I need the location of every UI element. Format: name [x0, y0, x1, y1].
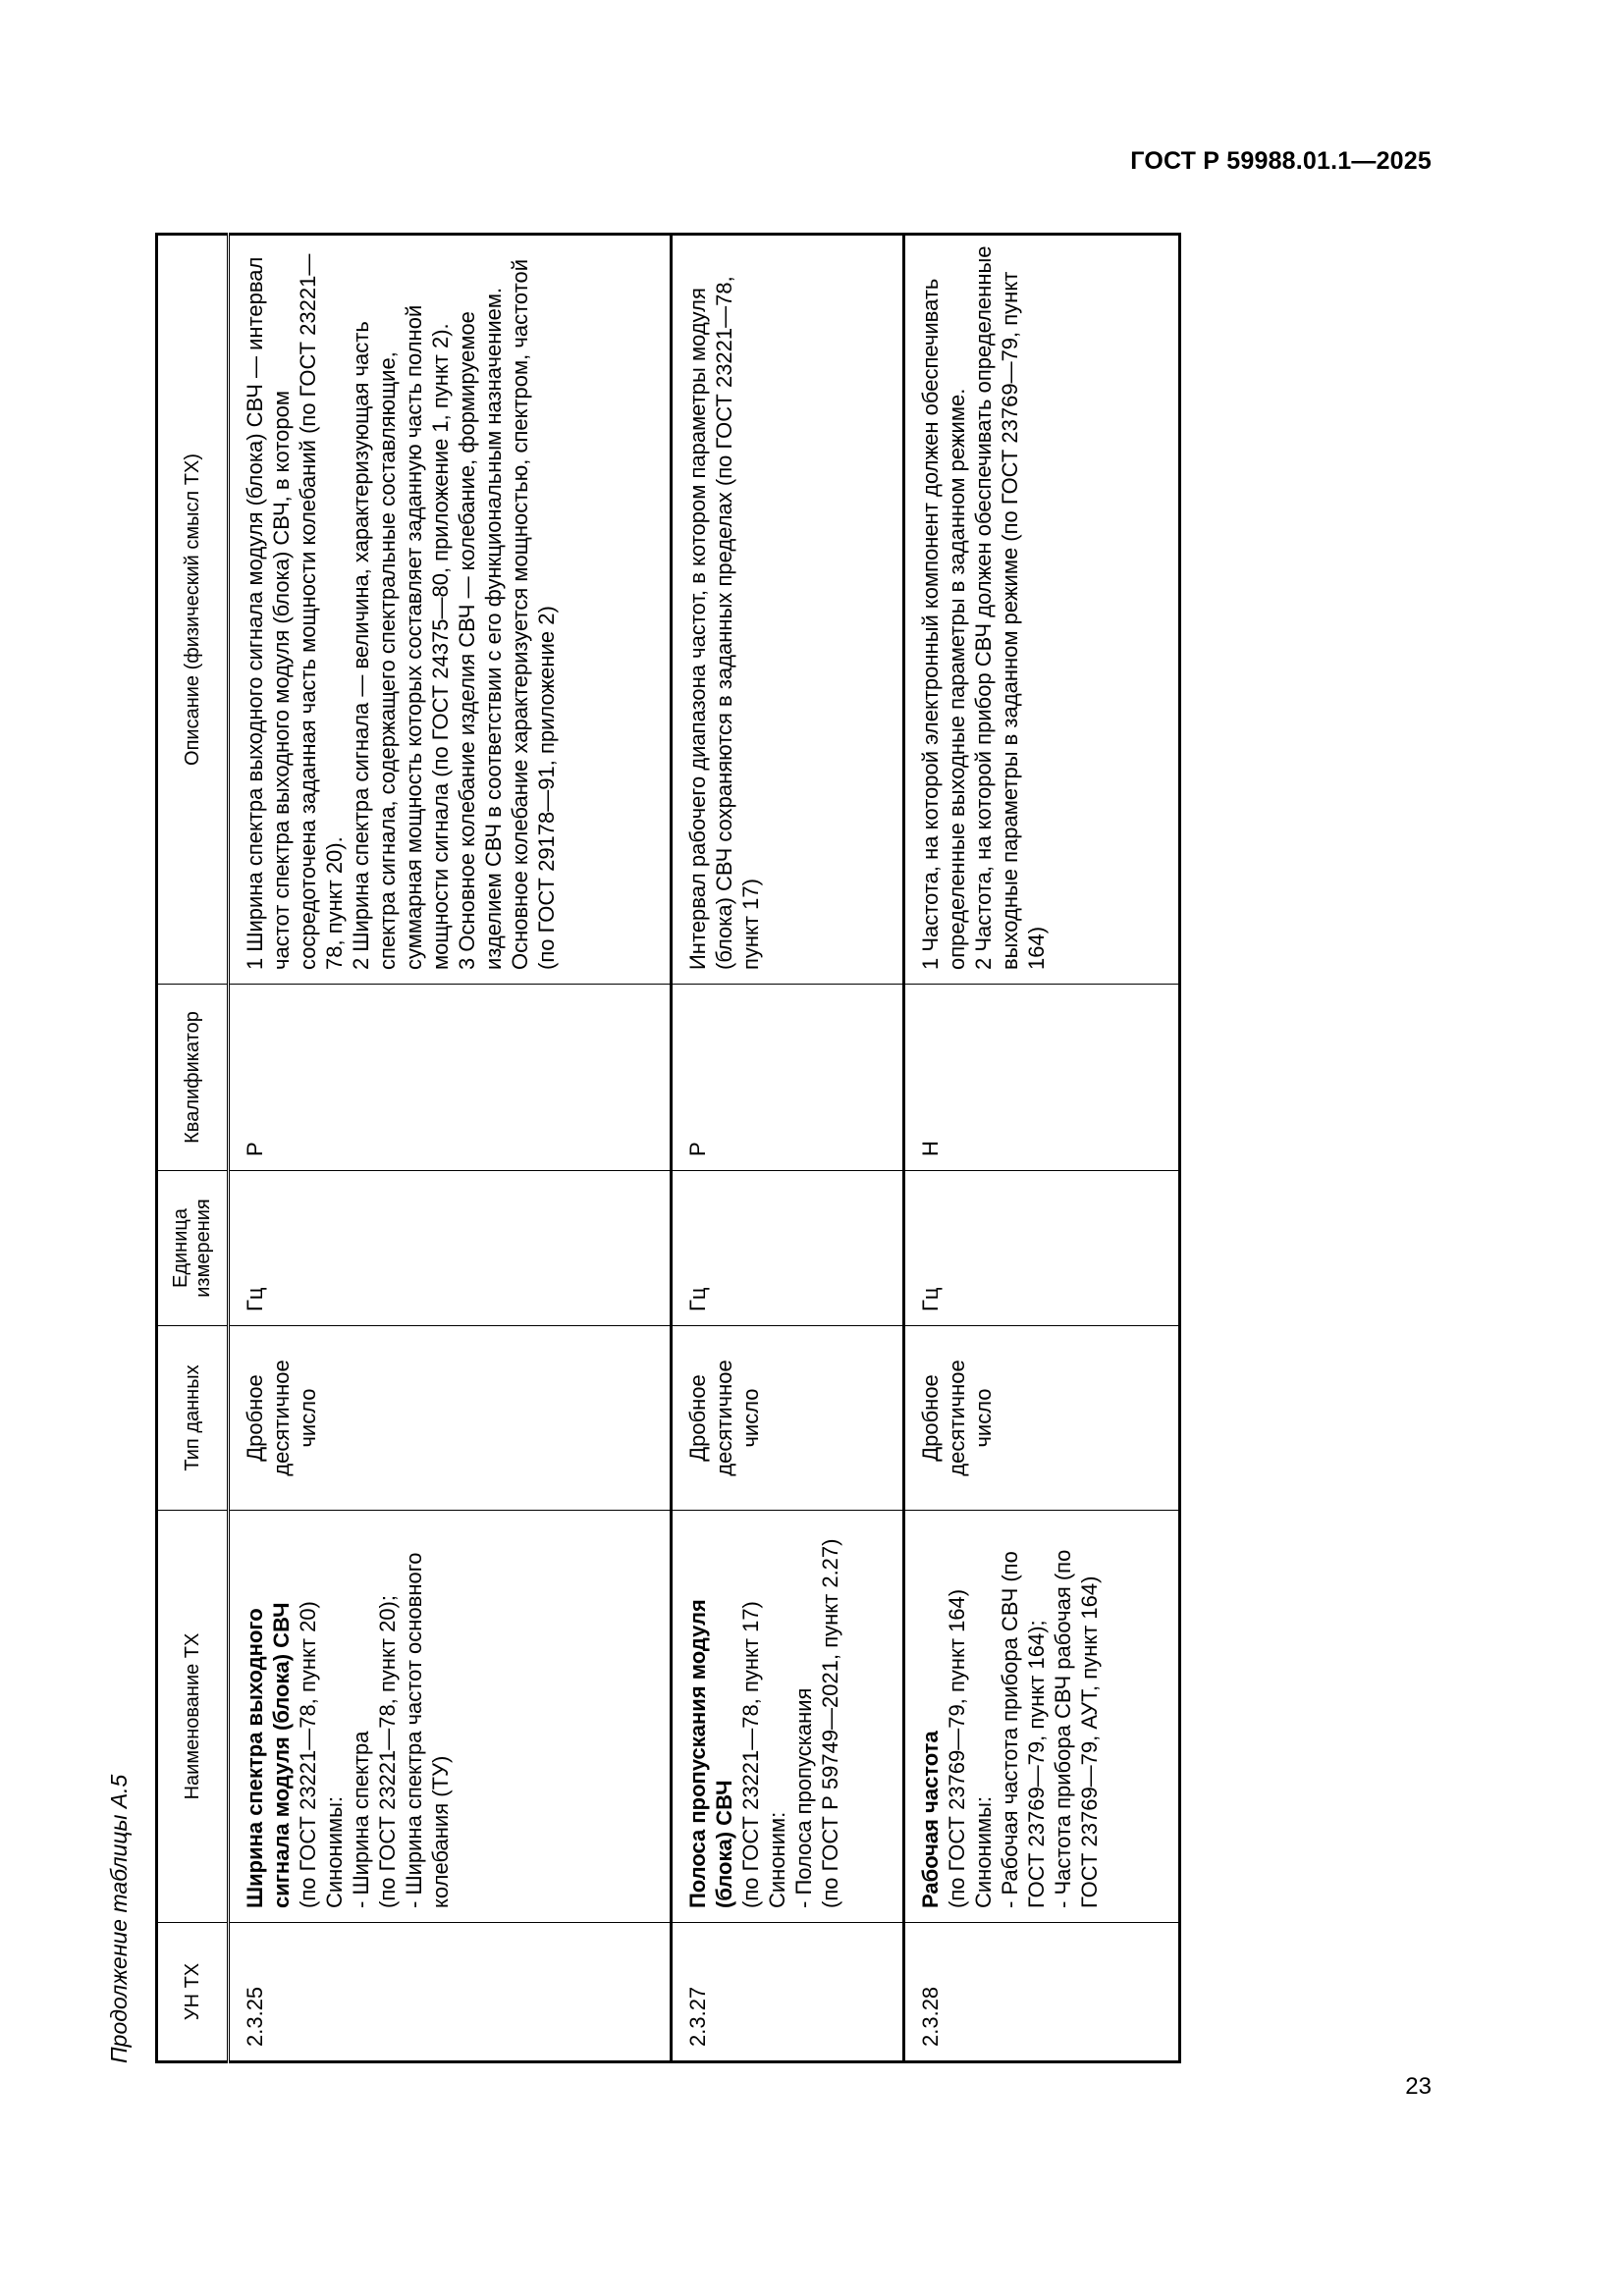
- name-title: Полоса пропускания модуля (блока) СВЧ: [685, 1599, 736, 1908]
- description-text: Интервал рабочего диапазона частот, в котором параметры модуля (блока) СВЧ сохраняются в заданных пределах (по ГОСТ 23221—78, пункт 17): [685, 276, 763, 970]
- table-caption: Продолжение таблицы А.5: [106, 1774, 132, 2063]
- col-header-qualifier: Квалификатор: [157, 985, 229, 1171]
- cell-data-type: Дробное десятичное число: [904, 1326, 1180, 1511]
- page-number: 23: [1405, 2073, 1432, 2100]
- description-text: 1 Ширина спектра выходного сигнала модуля (блока) СВЧ — интервал частот спектра выходного модуля (блока) СВЧ, в котором сосредоточена заданная часть мощности колебаний (по ГОСТ 23221—78, пункт 20). 2 Ширина спектра сигнала — величина, характеризующая часть спектра сигнала, содержащего спектральные составляющие, суммарная мощность которых составляет заданную часть полной мощности сигнала (по ГОСТ 24375—80, приложение 1, пункт 2). 3 Основное колебание изделия СВЧ — колебание, формируемое изделием СВЧ в соответствии с его функциональным назначением. Основное колебание характеризуется мощностью, спектром, частотой (по ГОСТ 29178—91, приложение 2): [243, 253, 559, 970]
- table-row: [229, 235, 672, 2062]
- table-header-row: [157, 235, 229, 2062]
- cell-name: [672, 1511, 904, 1923]
- name-title: Рабочая частота: [918, 1731, 943, 1908]
- cell-description: [904, 235, 1180, 985]
- cell-unit: Гц: [229, 1171, 672, 1326]
- col-header-unit: Единица измерения: [157, 1171, 229, 1326]
- cell-unit: Гц: [672, 1171, 904, 1326]
- name-details: (по ГОСТ 23769—79, пункт 164) Синонимы: - Рабочая частота прибора СВЧ (по ГОСТ 23769—79, пункт 164); - Частота прибора СВЧ рабочая (по ГОСТ 23769—79, АУТ, пункт 164): [945, 1549, 1102, 1908]
- name-details: (по ГОСТ 23221—78, пункт 20) Синонимы: - Ширина спектра (по ГОСТ 23221—78, пункт 20); - Ширина спектра частот основного колебания (ТУ): [296, 1552, 453, 1908]
- description-text: 1 Частота, на которой электронный компонент должен обеспечивать определенные выходные параметры в заданном режиме. 2 Частота, на которой прибор СВЧ должен обеспечивать определенные выходные параметры в заданном режиме (по ГОСТ 23769—79, пункт 164): [918, 245, 1049, 970]
- cell-description: [229, 235, 672, 985]
- cell-qualifier: Н: [904, 985, 1180, 1171]
- table-row: [904, 235, 1180, 2062]
- characteristics-table: [155, 233, 1181, 2063]
- name-title: Ширина спектра выходного сигнала модуля (блока) СВЧ: [243, 1602, 294, 1908]
- col-header-description: Описание (физический смысл ТХ): [157, 235, 229, 985]
- cell-name: [229, 1511, 672, 1923]
- cell-data-type: Дробное десятичное число: [672, 1326, 904, 1511]
- cell-qualifier: Р: [229, 985, 672, 1171]
- rotated-table-block: [106, 236, 1149, 2063]
- cell-code: 2.3.28: [904, 1923, 1180, 2062]
- col-header-name: Наименование ТХ: [157, 1511, 229, 1923]
- cell-data-type: Дробное десятичное число: [229, 1326, 672, 1511]
- cell-description: [672, 235, 904, 985]
- cell-name: [904, 1511, 1180, 1923]
- cell-unit: Гц: [904, 1171, 1180, 1326]
- cell-qualifier: Р: [672, 985, 904, 1171]
- cell-code: 2.3.25: [229, 1923, 672, 2062]
- col-header-code: УН ТХ: [157, 1923, 229, 2062]
- cell-code: 2.3.27: [672, 1923, 904, 2062]
- col-header-data-type: Тип данных: [157, 1326, 229, 1511]
- document-code: ГОСТ Р 59988.01.1—2025: [1130, 147, 1432, 175]
- table-row: [672, 235, 904, 2062]
- name-details: (по ГОСТ 23221—78, пункт 17) Синоним: - Полоса пропускания (по ГОСТ Р 59749—2021, пункт 2.27): [738, 1538, 842, 1908]
